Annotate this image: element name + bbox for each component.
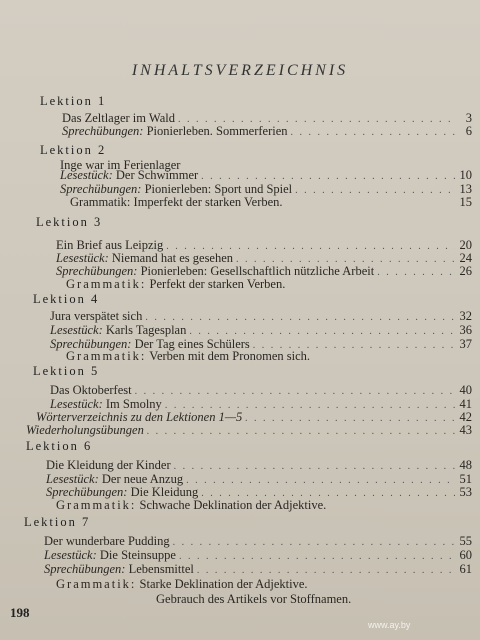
page-title: INHALTSVERZEICHNIS <box>131 62 349 79</box>
toc-entry[interactable]: Sprechübungen: Pionierleben: Sport und Spiel . . . 13 <box>60 182 472 198</box>
page-ref: 48 <box>459 458 472 472</box>
page-ref: 53 <box>459 485 472 499</box>
page-ref: 37 <box>459 337 472 351</box>
toc-entry[interactable]: Lesestück: Niemand hat es gesehen . . . 24 <box>56 251 472 267</box>
page-ref: 51 <box>459 472 472 486</box>
page-ref: 15 <box>459 195 472 209</box>
lesson-6-heading: Lektion 6 <box>26 439 93 453</box>
lesson-7-heading: Lektion 7 <box>24 515 91 529</box>
grammar-entry[interactable]: Grammatik: Schwache Deklination der Adjektive. <box>56 498 327 512</box>
watermark: www.ay.by <box>368 620 411 630</box>
grammar-entry[interactable]: Grammatik: Imperfekt der starken Verben. 15 <box>70 195 472 209</box>
page-number: 198 <box>10 605 30 620</box>
toc-entry[interactable]: Sprechübungen: Der Tag eines Schülers . . . 37 <box>50 337 472 353</box>
page-ref: 41 <box>459 397 472 411</box>
page-ref: 26 <box>459 264 472 278</box>
toc-entry[interactable]: Sprechübungen: Lebensmittel . . . 61 <box>44 562 472 578</box>
page-ref: 6 <box>465 124 472 138</box>
lesson-2-heading: Lektion 2 <box>40 143 107 157</box>
toc-entry-vocabulary[interactable]: Wörterverzeichnis zu den Lektionen 1—5 . . . 42 <box>36 410 472 426</box>
toc-entry[interactable]: Die Kleidung der Kinder . . . 48 <box>46 458 472 474</box>
page-ref: 36 <box>459 323 472 337</box>
grammar-entry[interactable]: Grammatik: Starke Deklination der Adjektive. <box>56 577 308 591</box>
page-ref: 20 <box>459 238 472 252</box>
grammar-entry[interactable]: Grammatik: Verben mit dem Pronomen sich. <box>66 349 311 363</box>
lesson-1-heading: Lektion 1 <box>40 94 107 108</box>
toc-entry[interactable]: Lesestück: Der neue Anzug . . . 51 <box>46 472 472 488</box>
page-ref: 10 <box>459 168 472 182</box>
page-ref: 43 <box>459 423 472 437</box>
lesson-4-heading: Lektion 4 <box>33 292 100 306</box>
toc-entry[interactable]: Der wunderbare Pudding . . . 55 <box>44 534 472 550</box>
toc-entry[interactable]: Lesestück: Im Smolny . . . 41 <box>50 397 472 413</box>
toc-entry[interactable]: Lesestück: Karls Tagesplan . . . 36 <box>50 323 472 339</box>
page-ref: 55 <box>459 534 472 548</box>
lesson-5-heading: Lektion 5 <box>33 364 100 378</box>
page-ref: 61 <box>459 562 472 576</box>
toc-entry[interactable]: Sprechübungen: Die Kleidung . . . 53 <box>46 485 472 501</box>
toc-entry[interactable]: Das Zeltlager im Wald . . . 3 <box>62 111 472 127</box>
grammar-entry[interactable]: Grammatik: Perfekt der starken Verben. <box>66 277 286 291</box>
page-ref: 42 <box>459 410 472 424</box>
toc-entry[interactable]: Inge war im Ferienlager <box>60 158 181 172</box>
page-ref: 32 <box>459 309 472 323</box>
toc-entry[interactable]: Jura verspätet sich . . . 32 <box>50 309 472 325</box>
page-ref: 3 <box>465 111 472 125</box>
grammar-entry-continued: Gebrauch des Artikels vor Stoffnamen. <box>156 592 352 606</box>
page-ref: 60 <box>459 548 472 562</box>
toc-entry[interactable]: Sprechübungen: Pionierleben. Sommerferien . . . 6 <box>62 124 472 140</box>
toc-entry[interactable]: Das Oktoberfest . . . 40 <box>50 383 472 399</box>
toc-entry[interactable]: Lesestück: Der Schwimmer . . . 10 <box>60 168 472 184</box>
page-ref: 13 <box>459 182 472 196</box>
toc-entry-review[interactable]: Wiederholungsübungen . . . 43 <box>26 423 472 439</box>
page-ref: 40 <box>459 383 472 397</box>
toc-entry[interactable]: Ein Brief aus Leipzig . . . 20 <box>56 238 472 254</box>
toc-entry[interactable]: Sprechübungen: Pionierleben: Gesellschaftlich nützliche Arbeit . . . 26 <box>56 264 472 280</box>
lesson-3-heading: Lektion 3 <box>36 215 103 229</box>
toc-entry[interactable]: Lesestück: Die Steinsuppe . . . 60 <box>44 548 472 564</box>
page-ref: 24 <box>459 251 472 265</box>
